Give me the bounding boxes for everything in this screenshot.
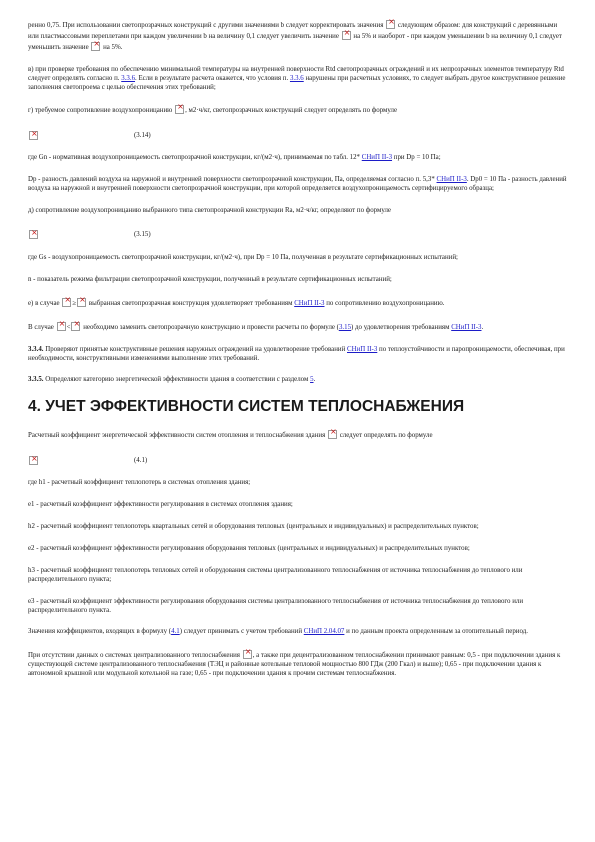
- link-3-3-6[interactable]: 3.3.6: [289, 74, 304, 82]
- text: Значения коэффициентов, входящих в формулу (: [28, 628, 172, 636]
- text: , а также при децентрализованном теплоснабжении принимают равным: 0,5 - при подключении здания к существующей системе централизованного теплоснабжения (ТЭЦ и районные котельные тепловой мощностью 800 ГДж (200 Гкал) и выше); 0,65 - при подключении здания к автономной крышной или модульной котельной на газе; 0,65 - при подключении здания к прочим системам теплоснабжения.: [28, 652, 561, 678]
- formula-image-icon: [29, 230, 38, 239]
- text: на 5%.: [103, 43, 123, 51]
- paragraph-3-3-4: [28, 346, 568, 364]
- text: В случае: [28, 323, 54, 331]
- link-snip-ii-3[interactable]: СНиП II-3: [347, 345, 378, 353]
- formula-3-15: [28, 229, 568, 241]
- text: Проверяют принятые конструктивные решения наружных ограждений на удовлетворение требований: [45, 345, 346, 353]
- link-snip-ii-3[interactable]: СНиП II-3: [451, 323, 482, 331]
- paragraph-otherwise: [28, 322, 568, 333]
- text: на 5% и наоборот - при каждом уменьшении b на величину 0,1 следует уменьшить значение: [28, 32, 562, 51]
- text: следующим образом: для конструкций с деревянными или пластмассовыми переплетами при каждом увеличении b на величину 0,1 следует увеличить значение: [28, 22, 558, 40]
- text: где Gn - нормативная воздухопроницаемость светопрозрачной конструкции, кг/(м2·ч), принимаемая по табл. 12*: [28, 154, 360, 162]
- formula-3-14: [28, 129, 568, 141]
- text: и по данным проекта определенным за отопительный период.: [346, 628, 528, 636]
- formula-image-icon: [29, 131, 38, 140]
- text: нарушены при расчетных условиях, то следует выбрать другое конструктивное решение заполнения светопроема с целью обеспечения этих требований;: [28, 74, 566, 91]
- paragraph-gn-definition: [28, 154, 568, 163]
- link-snip-ii-3[interactable]: СНиП II-3: [436, 176, 467, 184]
- paragraph-sash-correction: [28, 20, 568, 53]
- clause-number: 3.3.5.: [28, 376, 44, 384]
- text: е) в случае: [28, 299, 60, 307]
- text: При отсутствии данных о системах централизованного теплоснабжения: [28, 652, 240, 660]
- paragraph-h2: h2 - расчетный коэффициент теплопотерь квартальных сетей и оборудования тепловых (центральных и индивидуальных) и распределительных пунктов;: [28, 523, 479, 531]
- text: . Dp0 = 10 Па - разность давлений воздуха на наружной и внутренней поверхности светопрозрачной конструкции, при которой определяется воздухопроницаемость сертифицируемого образца;: [28, 176, 567, 193]
- paragraph-e1: e1 - расчетный коэффициент эффективности регулирования в системах отопления здания;: [28, 501, 293, 509]
- link-section-5[interactable]: 5: [310, 376, 314, 384]
- formula-image-icon: [243, 650, 252, 659]
- paragraph-no-data: [28, 650, 568, 679]
- comparison-symbol: ≥: [72, 299, 77, 307]
- formula-image-icon: [342, 31, 351, 40]
- paragraph-efficiency-intro: [28, 430, 568, 441]
- formula-image-icon: [77, 298, 86, 307]
- paragraph-h3: h3 - расчетный коэффициент теплопотерь тепловых сетей и оборудования системы централизованного теплоснабжения от источника теплоснабжения до теплового или распределительного пункта;: [28, 566, 523, 583]
- paragraph-dp-definition: [28, 176, 568, 194]
- link-snip-2-04-07[interactable]: СНиП 2.04.07: [303, 628, 345, 636]
- text: Dp - разность давлений воздуха на наружной и внутренней поверхности светопрозрачной конструкции, Па, определяемая согласно п. 5,3*: [28, 176, 435, 184]
- document-page: [28, 20, 568, 692]
- text: необходимо заменить светопрозрачную конструкцию и провести расчеты по формуле (: [83, 323, 339, 331]
- text: . Если в результате расчета окажется, что условия п.: [135, 74, 289, 82]
- text: в) при проверке требования по обеспечению минимальной температуры на внутренней поверхности Rtd светопрозрачных ограждений и их непрозрачных элементов температуру Rtd следует определять согласно п.: [28, 65, 564, 82]
- paragraph-gs-definition: где Gs - воздухопроницаемость светопрозрачной конструкции, кг/(м2·ч), при Dp = 10 Па, полученная в результате сертификационных испытаний;: [28, 253, 458, 261]
- paragraph-item-g: [28, 105, 568, 116]
- text: .: [313, 376, 316, 384]
- formula-image-icon: [71, 322, 80, 331]
- paragraph-coefficients: [28, 628, 568, 637]
- formula-image-icon: [29, 456, 38, 465]
- text: выбранная светопрозрачная конструкция удовлетворяет требованиям: [88, 299, 293, 307]
- text: при Dp = 10 Па;: [393, 154, 441, 162]
- formula-image-icon: [57, 322, 66, 331]
- text: г) требуемое сопротивление воздухопроницанию: [28, 107, 173, 115]
- text: следует определять по формуле: [339, 432, 433, 440]
- formula-image-icon: [91, 42, 100, 51]
- paragraph-e2: e2 - расчетный коэффициент эффективности регулирования оборудования тепловых (центральных и индивидуальных) и распределительных пунктов;: [28, 544, 470, 552]
- formula-image-icon: [328, 430, 337, 439]
- paragraph-item-v: [28, 66, 568, 93]
- text: ) следует принимать с учетом требований: [179, 628, 303, 636]
- section-heading: 4. УЧЕТ ЭФФЕКТИВНОСТИ СИСТЕМ ТЕПЛОСНАБЖЕНИЯ: [28, 398, 465, 416]
- text: ) до удовлетворения требованиям: [351, 323, 450, 331]
- text: Определяют категорию энергетической эффективности здания в соответствии с разделом: [45, 376, 309, 384]
- formula-image-icon: [175, 105, 184, 114]
- text: ренно 0,75. При использовании светопрозрачных конструкций с другими значениями b следует корректировать значения: [28, 22, 384, 29]
- paragraph-h1: где h1 - расчетный коэффициент теплопотерь в системах отопления здания;: [28, 479, 251, 487]
- formula-image-icon: [62, 298, 71, 307]
- clause-number: 3.3.4.: [28, 345, 44, 353]
- paragraph-item-d: д) сопротивление воздухопроницанию выбранного типа светопрозрачной конструкции Ra, м2·ч/кг, определяют по формуле: [28, 207, 391, 215]
- formula-number: (4.1): [134, 456, 148, 464]
- text: по сопротивлению воздухопроницанию.: [326, 299, 445, 307]
- paragraph-item-e: [28, 298, 568, 309]
- paragraph-e3: e3 - расчетный коэффициент эффективности регулирования оборудования системы централизованного теплоснабжения от источника теплоснабжения до теплового или распределительного пункта.: [28, 597, 524, 614]
- formula-4-1: [28, 454, 568, 466]
- link-formula-4-1[interactable]: 4.1: [171, 628, 180, 636]
- text: Расчетный коэффициент энергетической эффективности систем отопления и теплоснабжения здания: [28, 432, 326, 440]
- text: по теплоустойчивости и паропроницаемости, обеспечивая, при необходимости, конструктивными изменениями выполнение этих требований.: [28, 345, 565, 362]
- formula-number: (3.14): [134, 131, 151, 139]
- text: .: [481, 323, 484, 331]
- link-snip-ii-3[interactable]: СНиП II-3: [294, 299, 325, 307]
- link-3-3-6[interactable]: 3.3.6: [121, 74, 136, 82]
- formula-image-icon: [386, 20, 395, 29]
- paragraph-3-3-5: [28, 376, 568, 385]
- formula-number: (3.15): [134, 231, 151, 239]
- paragraph-n-definition: n - показатель режима фильтрации светопрозрачной конструкции, полученный в результате сертификационных испытаний;: [28, 275, 392, 283]
- comparison-symbol: <: [66, 323, 71, 331]
- text: , м2·ч/кг, светопрозрачных конструкций следует определять по формуле: [185, 107, 398, 115]
- link-formula-3-15[interactable]: 3.15: [338, 323, 352, 331]
- link-snip-ii-3[interactable]: СНиП II-3: [361, 154, 393, 162]
